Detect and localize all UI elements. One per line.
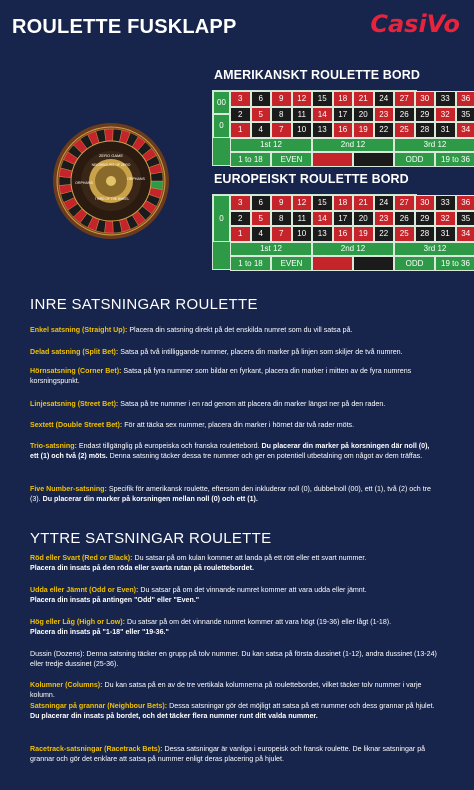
number-cell: 6 [251, 91, 272, 107]
bet-text: Du satsar på om det vinnande numret kommer att vara udda eller jämnt. [138, 586, 367, 594]
bet-description [30, 347, 440, 357]
number-cell: 34 [456, 122, 474, 138]
bet-term: Satsningar på grannar (Neighbour Bets): [30, 702, 168, 710]
number-cell: 32 [435, 211, 456, 227]
number-cell: 2 [230, 107, 251, 123]
bet-text: Dessa satsningar är vanliga i europeisk och fransk roulette. De liknar satsningar på grannar och gör det enklare att satsa på nummer enligt deras placering på hjulet. [30, 745, 426, 764]
number-cell: 16 [333, 122, 354, 138]
number-cell: 13 [312, 122, 333, 138]
roulette-wheel-image [52, 122, 170, 240]
bet-description [30, 484, 440, 505]
number-cell: 19 [353, 122, 374, 138]
number-cell: 14 [312, 107, 333, 123]
bet-instruction: Du placerar din marker på korsningen där noll (0), ett (1) och två (2) möts. [30, 442, 430, 461]
number-cell: 33 [435, 91, 456, 107]
number-cell: 14 [312, 211, 333, 227]
dozen-cell: 2nd 12 [312, 138, 394, 152]
bet-description [30, 680, 440, 701]
bet-text: Du satsar på om det vinnande numret kommer att vara högt (19-36) eller lågt (1-18). [124, 618, 392, 626]
bet-instruction: Placera din insats på "1-18" eller "19-36." [30, 628, 169, 637]
number-cell: 17 [333, 211, 354, 227]
number-cell: 11 [292, 107, 313, 123]
number-cell: 9 [271, 91, 292, 107]
number-cell: 30 [415, 91, 436, 107]
outside-bet-cell [353, 152, 394, 168]
orphans-left-label: ORPHANS [75, 181, 93, 185]
number-cell: 36 [456, 91, 474, 107]
number-cell: 18 [333, 91, 354, 107]
number-cell: 28 [415, 226, 436, 242]
number-cell: 16 [333, 226, 354, 242]
number-cell: 23 [374, 211, 395, 227]
number-cell: 15 [312, 91, 333, 107]
bet-text: För att täcka sex nummer, placera din marker i hörnet där två rader möts. [122, 421, 355, 429]
bet-description [30, 325, 440, 335]
outside-bet-cell: EVEN [271, 256, 312, 272]
bet-term: Hög eller Låg (High or Low): [30, 618, 125, 626]
bet-text: Satsa på två intilliggande nummer, placera din marker på linjen som skiljer de två numren. [118, 348, 403, 356]
outside-bet-cell [312, 256, 353, 272]
brand-logo: CasiVo [370, 10, 460, 38]
bet-description [30, 649, 440, 670]
bet-term: Enkel satsning (Straight Up): [30, 326, 128, 334]
number-cell: 30 [415, 195, 436, 211]
number-cell: 15 [312, 195, 333, 211]
dozen-cell: 3rd 12 [394, 242, 474, 256]
bet-instruction: Du placerar din insats på bordet, och det täcker flera nummer runt ditt valda nummer. [30, 712, 318, 721]
number-cell: 9 [271, 195, 292, 211]
number-cell: 26 [394, 107, 415, 123]
number-cell: 25 [394, 226, 415, 242]
number-cell: 29 [415, 211, 436, 227]
number-cell: 35 [456, 211, 474, 227]
outside-bet-cell [312, 152, 353, 168]
bet-instruction: Du placerar din marker på korsningen mellan noll (0) och ett (1). [42, 495, 258, 504]
bet-description [30, 585, 440, 606]
number-cell: 10 [292, 226, 313, 242]
number-cell: 7 [271, 122, 292, 138]
number-cell: 6 [251, 195, 272, 211]
bet-description [30, 441, 440, 462]
third-label: THIRD OF THE WHEEL [94, 197, 130, 201]
bet-text-after: Denna satsning täcker dessa tre nummer och ger en potentiell utbetalning om något av dem träffas. [107, 452, 423, 461]
bet-text: Placera din satsning direkt på det enskilda numret som du vill satsa på. [127, 326, 353, 334]
bet-description [30, 553, 440, 574]
number-cell: 2 [230, 211, 251, 227]
bet-term: Delad satsning (Split Bet): [30, 348, 119, 356]
dozen-cell: 3rd 12 [394, 138, 474, 152]
bet-term: Five Number-satsning: [30, 485, 107, 493]
european-roulette-board [212, 194, 471, 270]
number-cell: 20 [353, 211, 374, 227]
bet-term: Linjesatsning (Street Bet): [30, 400, 119, 408]
number-cell: 18 [333, 195, 354, 211]
number-cell: 4 [251, 226, 272, 242]
number-cell: 25 [394, 122, 415, 138]
outside-bet-cell: 1 to 18 [230, 152, 271, 168]
bet-term: Udda eller Jämnt (Odd or Even): [30, 586, 139, 594]
bet-text: Du satsar på om kulan kommer att landa på ett rött eller ett svart nummer. [132, 554, 367, 562]
number-cell: 5 [251, 211, 272, 227]
number-cell: 35 [456, 107, 474, 123]
number-cell: 31 [435, 226, 456, 242]
outside-bet-cell: 1 to 18 [230, 256, 271, 272]
dozen-cell: 2nd 12 [312, 242, 394, 256]
bet-instruction: Placera din insats på den röda eller svarta rutan på roulettebordet. [30, 564, 254, 573]
bet-term: Trio-satsning: [30, 442, 77, 450]
dozen-cell: 1st 12 [230, 138, 312, 152]
number-cell: 3 [230, 91, 251, 107]
bet-text: Dessa satsningar gör det möjligt att satsa på ett nummer och dess grannar på hjulet. [167, 702, 435, 710]
bet-instruction: Placera din insats på antingen "Odd" eller "Even." [30, 596, 200, 605]
number-cell: 13 [312, 226, 333, 242]
zero-cell: 00 [213, 91, 230, 114]
zero-game-label: ZERO GAME [98, 153, 124, 158]
american-roulette-board [212, 90, 471, 166]
number-cell: 20 [353, 107, 374, 123]
bet-term: Kolumner (Columns): [30, 681, 103, 689]
bet-description [30, 399, 440, 409]
outside-bet-cell: ODD [394, 256, 435, 272]
number-cell: 34 [456, 226, 474, 242]
number-cell: 24 [374, 91, 395, 107]
number-cell: 21 [353, 91, 374, 107]
number-cell: 33 [435, 195, 456, 211]
number-cell: 8 [271, 107, 292, 123]
number-cell: 3 [230, 195, 251, 211]
outside-bet-cell: 19 to 36 [435, 152, 474, 168]
bet-text: Dussin (Dozens): Denna satsning täcker en grupp på tolv nummer. Du kan satsa på första dussinet (1-12), andra dussinet (13-24) eller tredje dussinet (25-36). [30, 650, 437, 669]
neighbours-label: NEIGHBOURS OF ZERO [91, 163, 131, 167]
number-cell: 19 [353, 226, 374, 242]
bet-term: Hörnsatsning (Corner Bet): [30, 367, 122, 375]
bet-text: Satsa på fyra nummer som bildar en fyrkant, placera din marker i mitten av de fyra numrens korsningspunkt. [30, 367, 412, 386]
american-board-title: AMERIKANSKT ROULETTE BORD [214, 68, 420, 82]
number-cell: 21 [353, 195, 374, 211]
outside-bet-cell: ODD [394, 152, 435, 168]
wheel-pocket [59, 177, 71, 186]
header [0, 0, 474, 56]
orphans-right-label: ORPHANS [127, 177, 145, 181]
number-cell: 29 [415, 107, 436, 123]
number-cell: 28 [415, 122, 436, 138]
bet-description [30, 420, 440, 430]
dozen-cell: 1st 12 [230, 242, 312, 256]
number-cell: 12 [292, 91, 313, 107]
number-cell: 22 [374, 226, 395, 242]
bet-description [30, 701, 440, 722]
number-cell: 7 [271, 226, 292, 242]
number-cell: 4 [251, 122, 272, 138]
bet-description [30, 366, 440, 387]
european-board-title: EUROPEISKT ROULETTE BORD [214, 172, 409, 186]
outer-bets-title: YTTRE SATSNINGAR ROULETTE [30, 530, 272, 547]
number-cell: 31 [435, 122, 456, 138]
number-cell: 12 [292, 195, 313, 211]
outside-bet-cell: EVEN [271, 152, 312, 168]
bet-description [30, 744, 440, 765]
number-cell: 10 [292, 122, 313, 138]
number-cell: 11 [292, 211, 313, 227]
number-cell: 27 [394, 91, 415, 107]
wheel-pocket [104, 129, 113, 141]
bet-text: Satsa på tre nummer i en rad genom att placera din marker längst ner på den raden. [118, 400, 386, 408]
outside-bet-cell [353, 256, 394, 272]
inner-bets-title: INRE SATSNINGAR ROULETTE [30, 296, 258, 313]
number-cell: 5 [251, 107, 272, 123]
zero-cell: 0 [213, 195, 230, 242]
number-cell: 26 [394, 211, 415, 227]
outside-bet-cell: 19 to 36 [435, 256, 474, 272]
bet-text: Specifik för amerikansk roulette, eftersom den inkluderar noll (0), dubbelnoll (00), ett (1), två (2) och tre (3). [30, 485, 431, 504]
page-title: ROULETTE FUSKLAPP [12, 16, 237, 38]
number-cell: 27 [394, 195, 415, 211]
bet-description [30, 617, 440, 638]
zero-cell: 0 [213, 114, 230, 137]
number-cell: 23 [374, 107, 395, 123]
number-cell: 17 [333, 107, 354, 123]
number-cell: 36 [456, 195, 474, 211]
number-cell: 32 [435, 107, 456, 123]
bet-term: Röd eller Svart (Red or Black): [30, 554, 133, 562]
bet-text: Endast tillgänglig på europeiska och franska roulettebord. [76, 442, 262, 450]
bet-text: Du kan satsa på en av de tre vertikala kolumnerna på roulettebordet, vilket täcker tolv nummer i varje kolumn. [30, 681, 422, 700]
number-cell: 8 [271, 211, 292, 227]
number-cell: 1 [230, 122, 251, 138]
bet-term: Sextett (Double Street Bet): [30, 421, 123, 429]
number-cell: 22 [374, 122, 395, 138]
bet-term: Racetrack-satsningar (Racetrack Bets): [30, 745, 163, 753]
number-cell: 24 [374, 195, 395, 211]
number-cell: 1 [230, 226, 251, 242]
